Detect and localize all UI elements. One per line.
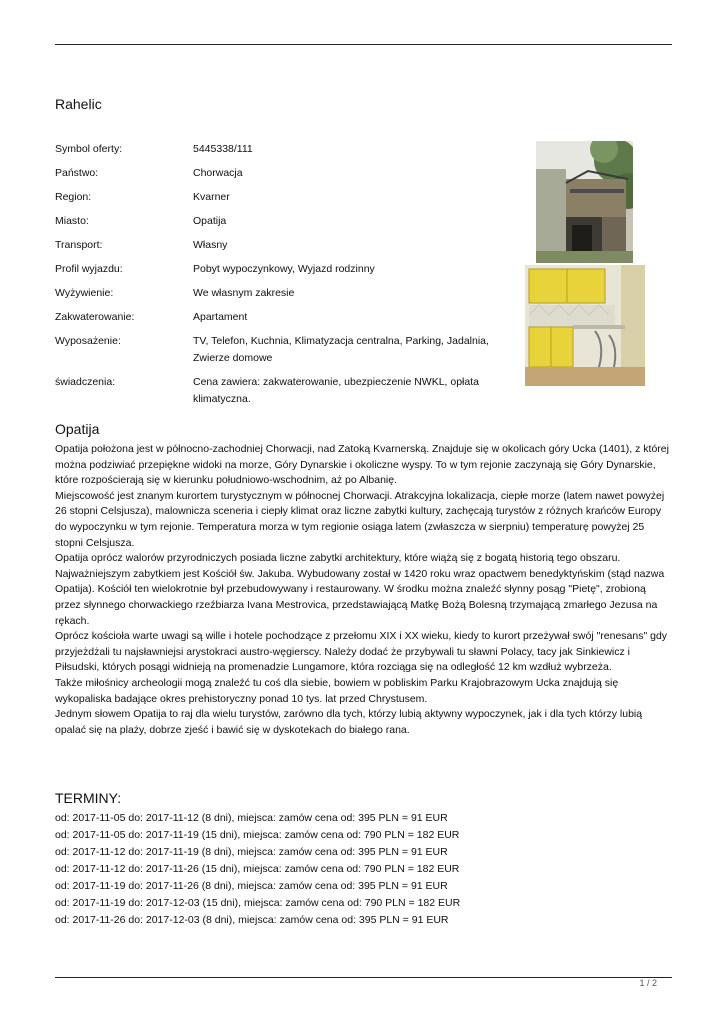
spec-value: Cena zawiera: zakwaterowanie, ubezpieczenie NWKL, opłata klimatyczna. [193, 376, 479, 405]
spec-row-equipment [55, 333, 505, 367]
term-item: od: 2017-11-19 do: 2017-11-26 (8 dni), miejsca: zamów cena od: 395 PLN = 91 EUR [55, 880, 448, 892]
section-title-opatija: Opatija [55, 421, 100, 437]
section-title-terminy: TERMINY: [55, 790, 122, 806]
spec-label: Region: [55, 191, 92, 203]
spec-value: Pobyt wypoczynkowy, Wyjazd rodzinny [193, 263, 375, 275]
spec-row-country [55, 165, 505, 182]
term-item: od: 2017-11-19 do: 2017-12-03 (15 dni), miejsca: zamów cena od: 790 PLN = 182 EUR [55, 897, 461, 909]
term-item: od: 2017-11-12 do: 2017-11-19 (8 dni), miejsca: zamów cena od: 395 PLN = 91 EUR [55, 846, 448, 858]
spec-label: Miasto: [55, 215, 89, 227]
spec-value: Apartament [193, 311, 248, 323]
term-item: od: 2017-11-26 do: 2017-12-03 (8 dni), miejsca: zamów cena od: 395 PLN = 91 EUR [55, 914, 449, 926]
offer-title: Rahelic [55, 96, 102, 112]
spec-row-symbol [55, 141, 505, 158]
spec-row-board [55, 285, 505, 302]
spec-label: Państwo: [55, 167, 99, 179]
house-exterior-illustration [536, 141, 633, 263]
paragraph: Oprócz kościoła warte uwagi są wille i hotele pochodzące z przełomu XIX i XX wieku, kiedy to kurort przeżywał swój "renesans" gdy przyjeżdżali tu najsławniejsi arystokraci austro-węgierscy. Należy dodać że przybywali tu sławni Polacy, tacy jak Sinkiewicz i Piłsudski, których posągi widnieją na promenadzie Lungamore, która rozciąga się na odległość 12 km wzdłuż wybrzeża. [55, 630, 668, 674]
spec-label: Profil wyjazdu: [55, 263, 123, 275]
spec-value: Kvarner [193, 191, 230, 203]
spec-label: Zakwaterowanie: [55, 311, 135, 323]
spec-label: Wyposażenie: [55, 335, 121, 347]
spec-value: 5445338/111 [193, 143, 253, 155]
paragraph: Także miłośnicy archeologii mogą znaleźć tu coś dla siebie, bowiem w pobliskim Parku Krajobrazowym Ucka znajdują się wykopaliska badające okres prehistoryczny ponad 10 tys. lat przed Chrystusem. [55, 676, 619, 705]
term-item: od: 2017-11-05 do: 2017-11-12 (8 dni), miejsca: zamów cena od: 395 PLN = 91 EUR [55, 812, 448, 824]
spec-row-profile [55, 261, 505, 278]
paragraph: Opatija oprócz walorów przyrodniczych posiada liczne zabytki architektury, które wiążą się z bogatą historią tego obszaru. Najważniejszym zabytkiem jest Kościół św. Jakuba. Wybudowany został w 1420 roku wraz opactwem benedyktyńskim (stąd nazwa Opatija). Kościół ten wielokrotnie był przebudowywany i restaurowany. W środku można znaleźć słynny posąg "Pietę", zrobioną przez słynnego chorwackiego rzeźbiarza Ivana Mestrovica, przedstawiającą Matkę Bożą Bolesną trzymającą zmarłego Jezusa na rękach. [55, 552, 665, 627]
spec-row-services [55, 374, 505, 408]
page-number: 1 / 2 [639, 978, 657, 988]
paragraph: Opatija położona jest w północno-zachodniej Chorwacji, nad Zatoką Kvarnerską. Znajduje się w okolicach góry Ucka (1401), z której można podziwiać przepiękne widoki na morze, Góry Dynarskie i okoliczne wyspy. To w tym rejonie zaczynają się Góry Dynarskie, które rozpościerają się w kierunku południowo-wschodnim, aż po Albanię. [55, 443, 669, 487]
spec-label: Symbol oferty: [55, 143, 123, 155]
kitchen-photo [525, 265, 645, 386]
header-rule [55, 44, 672, 45]
offer-specs-table [55, 141, 505, 415]
terms-list [55, 810, 460, 929]
spec-row-region [55, 189, 505, 206]
spec-label: Wyżywienie: [55, 287, 114, 299]
spec-value: Opatija [193, 215, 227, 227]
spec-label: Transport: [55, 239, 103, 251]
spec-label: świadczenia: [55, 376, 116, 388]
spec-value: TV, Telefon, Kuchnia, Klimatyzacja centralna, Parking, Jadalnia, Zwierze domowe [193, 335, 489, 364]
opatija-description [55, 442, 672, 738]
term-item: od: 2017-11-12 do: 2017-11-26 (15 dni), miejsca: zamów cena od: 790 PLN = 182 EUR [55, 863, 460, 875]
spec-row-accommodation [55, 309, 505, 326]
spec-row-transport [55, 237, 505, 254]
spec-value: Chorwacja [193, 167, 243, 179]
spec-value: We własnym zakresie [193, 287, 295, 299]
footer-rule [55, 977, 672, 978]
paragraph: Miejscowość jest znanym kurortem turystycznym w północnej Chorwacji. Atrakcyjna lokalizacja, ciepłe morze (latem nawet powyżej 26 stopni Celsjusza), malownicza sceneria i ciepły klimat oraz liczne zabytki kultury, zachęcają turystów z różnych krańców Europy do wypoczynku w tym rejonie. Temperatura morza w tym regionie osiąga latem (zwłaszcza w sierpniu) temperaturę powyżej 25 stopni Celsjusza. [55, 489, 665, 549]
house-exterior-photo [536, 141, 633, 263]
paragraph: Jednym słowem Opatija to raj dla wielu turystów, zarówno dla tych, którzy lubią aktywny wypoczynek, jak i dla tych którzy lubią opalać się na plaży, dobrze zjeść i bawić się w dyskotekach do białego rana. [55, 708, 643, 736]
spec-row-city [55, 213, 505, 230]
term-item: od: 2017-11-05 do: 2017-11-19 (15 dni), miejsca: zamów cena od: 790 PLN = 182 EUR [55, 829, 460, 841]
kitchen-illustration [525, 265, 645, 386]
spec-value: Własny [193, 239, 228, 251]
